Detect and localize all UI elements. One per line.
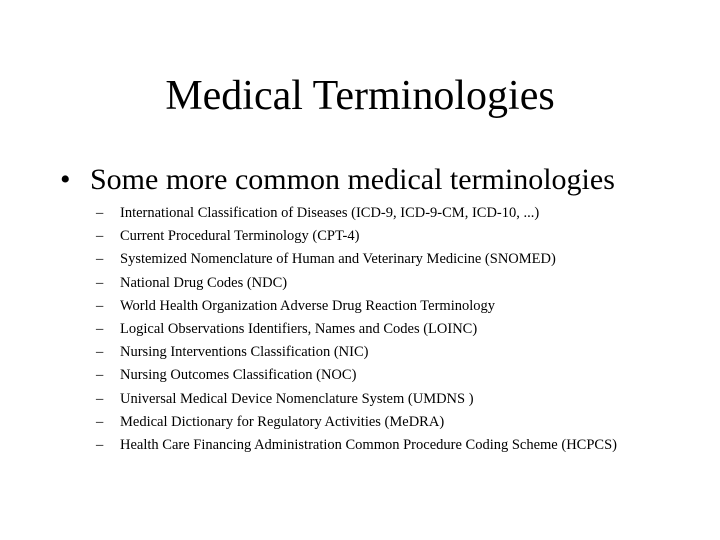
list-item (96, 434, 696, 457)
list-item-text: Nursing Interventions Classification (NIC) (120, 344, 369, 361)
list-item (96, 318, 696, 341)
list-item-text: National Drug Codes (NDC) (120, 274, 288, 291)
list-item (96, 295, 696, 318)
dash-icon: – (96, 251, 104, 268)
list-item (96, 388, 696, 411)
dash-icon: – (96, 297, 104, 314)
dash-icon: – (96, 437, 104, 454)
list-item (96, 202, 696, 225)
list-item-text: World Health Organization Adverse Drug Reaction Terminology (120, 297, 495, 314)
list-item (96, 248, 696, 271)
terminology-list (96, 202, 696, 457)
list-item-text: Logical Observations Identifiers, Names and Codes (LOINC) (120, 321, 478, 338)
slide-title: Medical Terminologies (165, 73, 555, 119)
list-item (96, 364, 696, 387)
list-item (96, 272, 696, 295)
dash-icon: – (96, 390, 104, 407)
dash-icon: – (96, 321, 104, 338)
list-item-text: Systemized Nomenclature of Human and Veterinary Medicine (SNOMED) (120, 251, 556, 268)
main-bullet (60, 160, 700, 200)
list-item-text: Medical Dictionary for Regulatory Activities (MeDRA) (120, 413, 445, 430)
dash-icon: – (96, 344, 104, 361)
dash-icon: – (96, 413, 104, 430)
list-item (96, 225, 696, 248)
dash-icon: – (96, 274, 104, 291)
main-bullet-text: Some more common medical terminologies (90, 163, 615, 196)
list-item (96, 411, 696, 434)
dash-icon: – (96, 205, 104, 221)
dash-icon: – (96, 367, 104, 384)
list-item-text: Health Care Financing Administration Common Procedure Coding Scheme (HCPCS) (120, 437, 617, 454)
dash-icon: – (96, 228, 104, 245)
list-item-text: Universal Medical Device Nomenclature System (UMDNS ) (120, 390, 474, 407)
list-item (96, 341, 696, 364)
list-item-text: Nursing Outcomes Classification (NOC) (120, 367, 357, 384)
list-item-text: Current Procedural Terminology (CPT-4) (120, 228, 360, 245)
bullet-icon: • (60, 163, 71, 196)
list-item-text: International Classification of Diseases (ICD-9, ICD-9-CM, ICD-10, ...) (120, 205, 540, 221)
